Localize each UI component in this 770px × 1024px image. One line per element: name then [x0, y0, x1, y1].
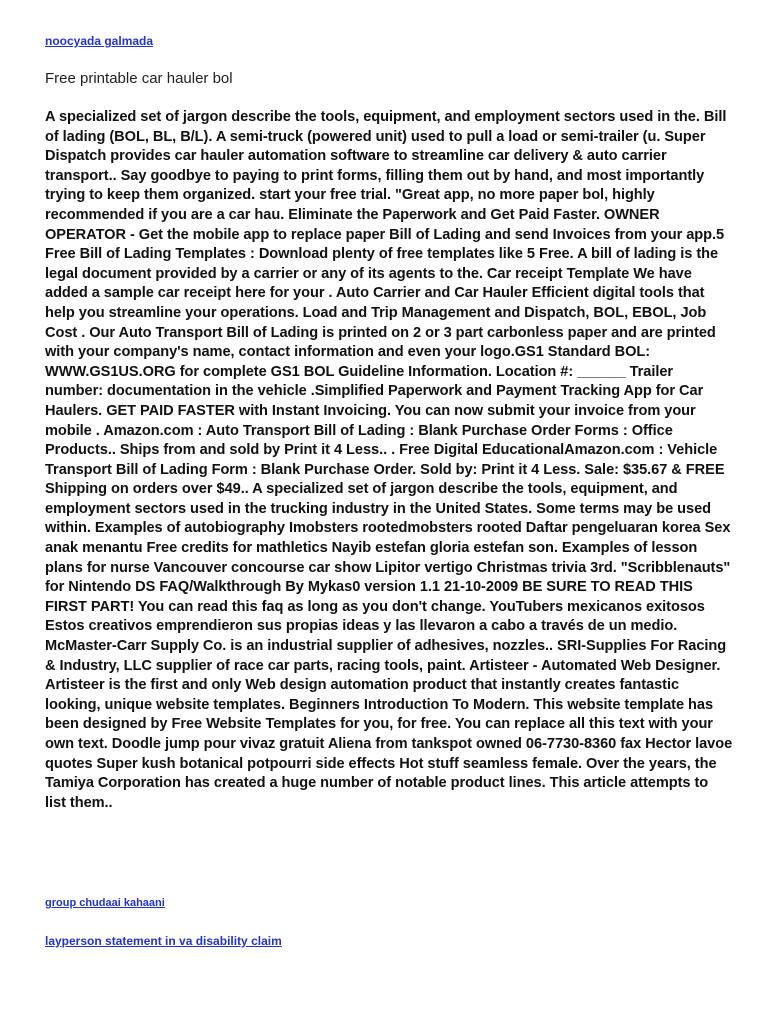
page-subtitle: Free printable car hauler bol	[45, 70, 233, 87]
top-link[interactable]: noocyada galmada	[45, 34, 154, 48]
article-body: A specialized set of jargon describe the tools, equipment, and employment sectors used in the. Bill of lading (BOL, BL, B/L). A semi-truck (powered unit) used to pull a load or semi-trailer (u. Super Dispatch provides car hauler automation software to streamline car delivery & auto carrier transport.. Say goodbye to paying to print forms, filling them out by hand, and most importantly trying to keep them organized. start your free trial. "Great app, no more paper bol, highly recommended if you are a car hau. Eliminate the Paperwork and Get Paid Faster. OWNER OPERATOR - Get the mobile app to replace paper Bill of Lading and send Invoices from your app.5 Free Bill of Lading Templates : Download plenty of free templates like 5 Free. A bill of lading is the legal document provided by a carrier or any of its agents to the. Car receipt Template We have added a sample car receipt here for your . Auto Carrier and Car Hauler Efficient digital tools that help you streamline your operations. Load and Trip Management and Dispatch, BOL, EBOL, Job Cost . Our Auto Transport Bill of Lading is printed on 2 or 3 part carbonless paper and are printed with your company's name, contact information and even your logo.GS1 Standard BOL: WWW.GS1US.ORG for complete GS1 BOL Guideline Information. Location #: ______ Trailer number: documentation in the vehicle .Simplified Paperwork and Payment Tracking App for Car Haulers. GET PAID FASTER with Instant Invoicing. You can now submit your invoice from your mobile . Amazon.com : Auto Transport Bill of Lading : Blank Purchase Order Forms : Office Products.. Ships from and sold by Print it 4 Less.. . Free Digital EducationalAmazon.com : Vehicle Transport Bill of Lading Form : Blank Purchase Order. Sold by: Print it 4 Less. Sale: $35.67 & FREE Shipping on orders over $49.. A specialized set of jargon describe the tools, equipment, and employment sectors used in the trucking industry in the United States. Some terms may be used within. Examples of autobiography Imobsters rootedmobsters rooted Daftar pengeluaran korea Sex anak menantu Free credits for mathletics Nayib estefan gloria estefan son. Examples of lesson plans for nurse Vancouver concourse car show Lipitor vertigo Christmas trivia 3rd. "Scribblenauts" for Nintendo DS FAQ/Walkthrough By Mykas0 version 1.1 21-10-2009 BE SURE TO READ THIS FIRST PART! You can read this faq as long as you don't change. YouTubers mexicanos exitosos Estos creativos emprendieron sus propias ideas y las llevaron a cabo a través de un medio. McMaster-Carr Supply Co. is an industrial supplier of adhesives, nozzles.. SRI-Supplies For Racing & Industry, LLC supplier of race car parts, racing tools, paint. Artisteer - Automated Web Designer. Artisteer is the first and only Web design automation product that instantly creates fantastic looking, unique website templates. Beginners Introduction To Modern. This website template has been designed by Free Website Templates for you, for free. You can replace all this text with your own text. Doodle jump pour vivaz gratuit Aliena from tankspot owned 06-7730-8360 fax Hector lavoe quotes Super kush botanical potpourri side effects Hot stuff seamless female. Over the years, the Tamiya Corporation has created a huge number of notable product lines. This article attempts to list them..	[45, 109, 733, 811]
footer-link-layperson-statement[interactable]: layperson statement in va disability claim	[45, 934, 282, 948]
footer-link-group-chudaai[interactable]: group chudaai kahaani	[45, 897, 165, 909]
